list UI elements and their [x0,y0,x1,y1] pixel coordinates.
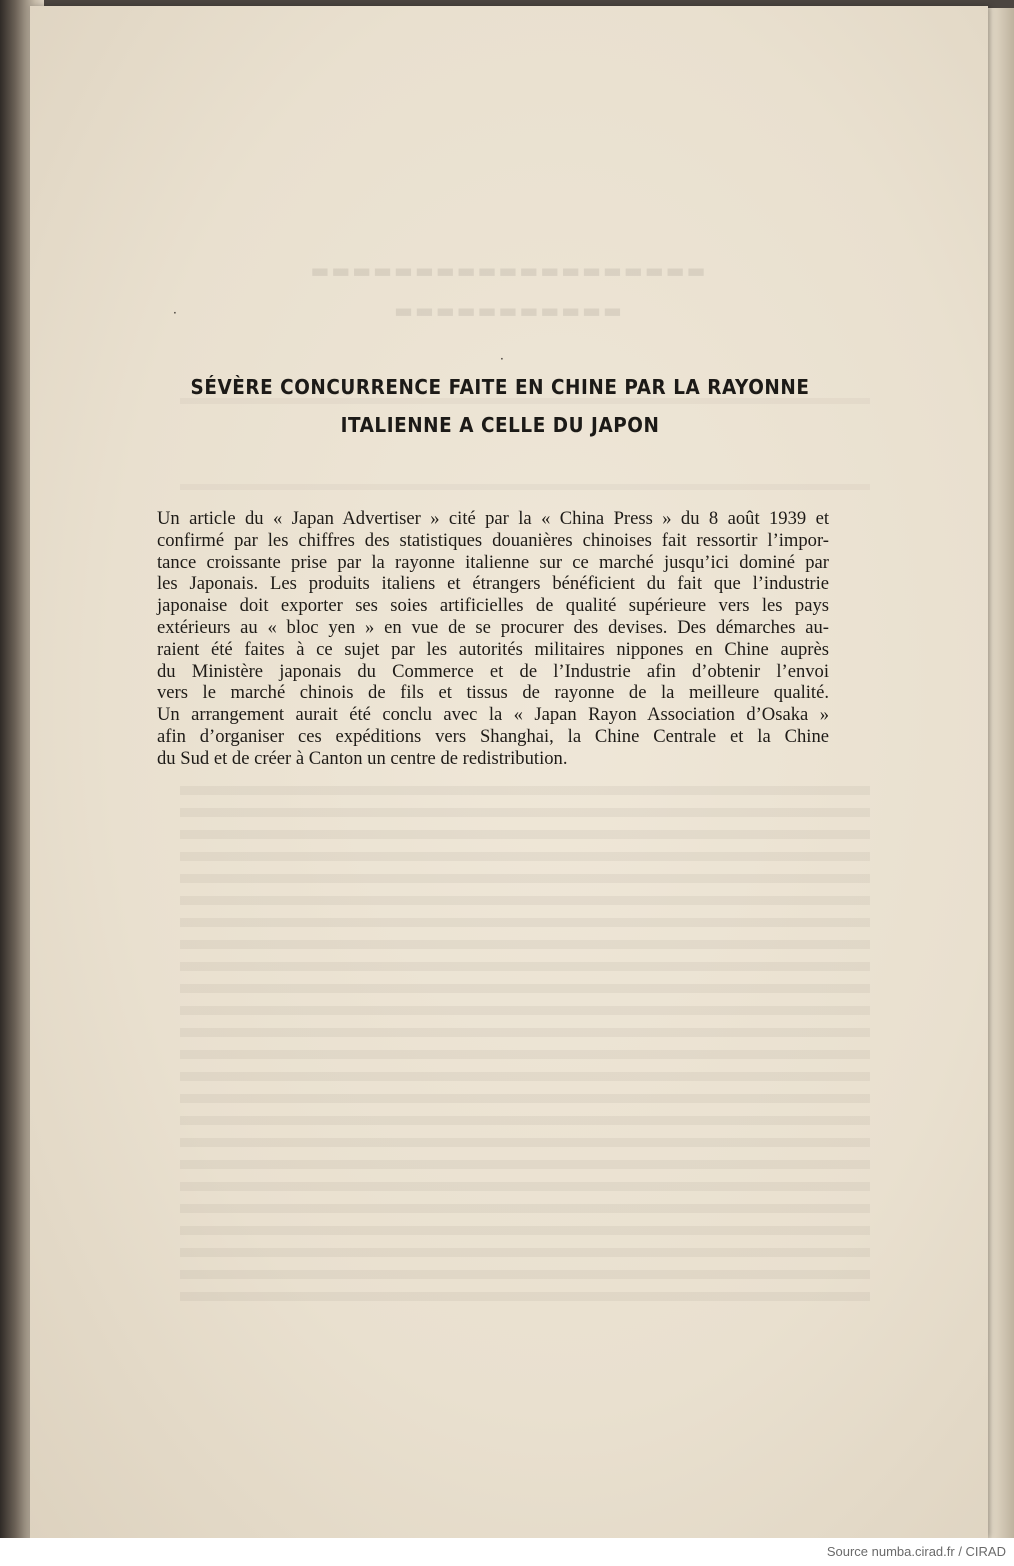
article-title-line: ITALIENNE A CELLE DU JAPON [340,413,660,437]
body-line: raient été faites à ce sujet par les autorités militaires nippones en Chine auprès [157,638,829,660]
bleed-through-heading: ▬▬▬▬▬▬▬▬▬▬▬ [394,302,624,326]
bleed-through-block [180,786,870,1306]
source-credit: Source numba.cirad.fr / CIRAD [826,1544,1006,1559]
document-page [30,6,988,1538]
article-title [178,368,822,444]
body-line: les Japonais. Les produits italiens et étrangers bénéficient du fait que l’industrie [157,573,829,595]
article-title-line: SÉVÈRE CONCURRENCE FAITE EN CHINE PAR LA RAYONNE [190,375,810,399]
ink-speck: · [173,306,177,320]
body-line: tance croissante prise par la rayonne italienne sur ce marché jusqu’ici dominé par [157,551,829,573]
credit-bar [0,1538,1014,1566]
bleed-through-heading: ▬▬▬▬▬▬▬▬▬▬▬▬▬▬▬▬▬▬▬ [310,262,708,286]
body-line: du Ministère japonais du Commerce et de l’Industrie afin d’obtenir l’envoi [157,660,829,682]
body-line: vers le marché chinois de fils et tissus de rayonne de la meilleure qualité. [157,682,829,704]
body-line: du Sud et de créer à Canton un centre de redistribution. [157,747,568,769]
body-line: confirmé par les chiffres des statistiques douanières chinoises fait ressortir l’impor- [157,529,829,551]
body-line: Un article du « Japan Advertiser » cité par la « China Press » du 8 août 1939 et [157,508,829,529]
body-line: extérieurs au « bloc yen » en vue de se procurer des devises. Des démarches au- [157,616,829,638]
body-line: japonaise doit exporter ses soies artificielles de qualité supérieure vers les pays [157,595,829,617]
article-body [157,508,829,770]
body-line: Un arrangement aurait été conclu avec la « Japan Rayon Association d’Osaka » [157,704,829,726]
body-line: afin d’organiser ces expéditions vers Shanghai, la Chine Centrale et la Chine [157,725,829,747]
ink-speck: · [500,352,504,366]
